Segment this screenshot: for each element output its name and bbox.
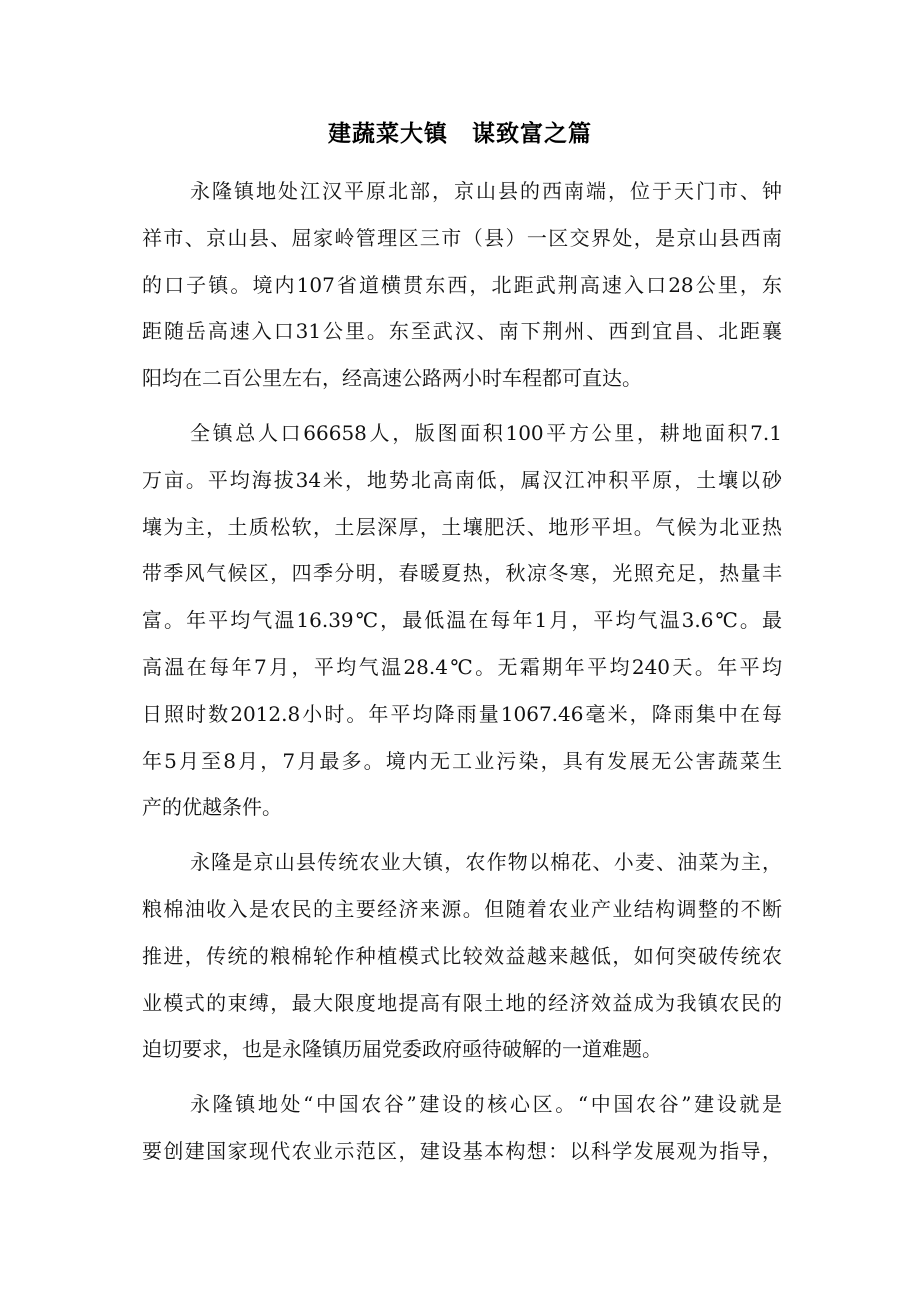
paragraph-china-agri-valley <box>142 1081 782 1175</box>
paragraph-line: 祥市、京山县、屈家岭管理区三市（县）一区交界处，是京山县西南 <box>142 225 782 250</box>
paragraph-line: 的口子镇。境内107省道横贯东西，北距武荆高速入口28公里，东 <box>142 272 782 297</box>
document-body <box>142 168 782 1175</box>
paragraph-line: 永隆镇地处江汉平原北部，京山县的西南端，位于天门市、钟 <box>190 179 782 203</box>
paragraph-line: 带季风气候区，四季分明，春暖夏热，秋凉冬寒，光照充足，热量丰 <box>142 561 782 586</box>
paragraph-spacer <box>142 402 782 410</box>
document-title: 建蔬菜大镇 谋致富之篇 <box>328 121 592 147</box>
paragraph-location <box>142 168 782 402</box>
paragraph-line: 高温在每年7月，平均气温28.4℃。无霜期年平均240天。年平均 <box>142 654 782 679</box>
paragraph-line: 推进，传统的粮棉轮作种植模式比较效益越来越低，如何突破传统农 <box>142 943 782 968</box>
paragraph-line: 永隆镇地处“中国农谷”建设的核心区。“中国农谷”建设就是 <box>190 1092 782 1117</box>
paragraph-line: 永隆是京山县传统农业大镇，农作物以棉花、小麦、油菜为主， <box>190 850 782 875</box>
paragraph-line: 迫切要求，也是永隆镇历届党委政府亟待破解的一道难题。 <box>142 1037 662 1062</box>
paragraph-line: 业模式的束缚，最大限度地提高有限土地的经济效益成为我镇农民的 <box>142 990 782 1015</box>
paragraph-agriculture <box>142 839 782 1073</box>
paragraph-line: 富。年平均气温16.39℃，最低温在每年1月，平均气温3.6℃。最 <box>142 608 782 633</box>
paragraph-population-climate <box>142 410 782 831</box>
paragraph-line: 日照时数2012.8小时。年平均降雨量1067.46毫米，降雨集中在每 <box>142 701 782 726</box>
paragraph-line: 要创建国家现代农业示范区，建设基本构想：以科学发展观为指导， <box>142 1138 782 1163</box>
paragraph-line: 距随岳高速入口31公里。东至武汉、南下荆州、西到宜昌、北距襄 <box>142 319 782 344</box>
paragraph-line: 万亩。平均海拔34米，地势北高南低，属汉江冲积平原，土壤以砂 <box>142 467 782 492</box>
paragraph-line: 壤为主，土质松软，土层深厚，土壤肥沃、地形平坦。气候为北亚热 <box>142 514 782 539</box>
paragraph-line: 粮棉油收入是农民的主要经济来源。但随着农业产业结构调整的不断 <box>142 896 782 921</box>
paragraph-line: 全镇总人口66658人，版图面积100平方公里，耕地面积7.1 <box>190 420 782 445</box>
paragraph-line: 年5月至8月，7月最多。境内无工业污染，具有发展无公害蔬菜生 <box>142 748 782 773</box>
paragraph-line: 阳均在二百公里左右，经高速公路两小时车程都可直达。 <box>142 366 642 391</box>
paragraph-spacer <box>142 831 782 839</box>
paragraph-line: 产的优越条件。 <box>142 795 282 820</box>
paragraph-spacer <box>142 1073 782 1081</box>
